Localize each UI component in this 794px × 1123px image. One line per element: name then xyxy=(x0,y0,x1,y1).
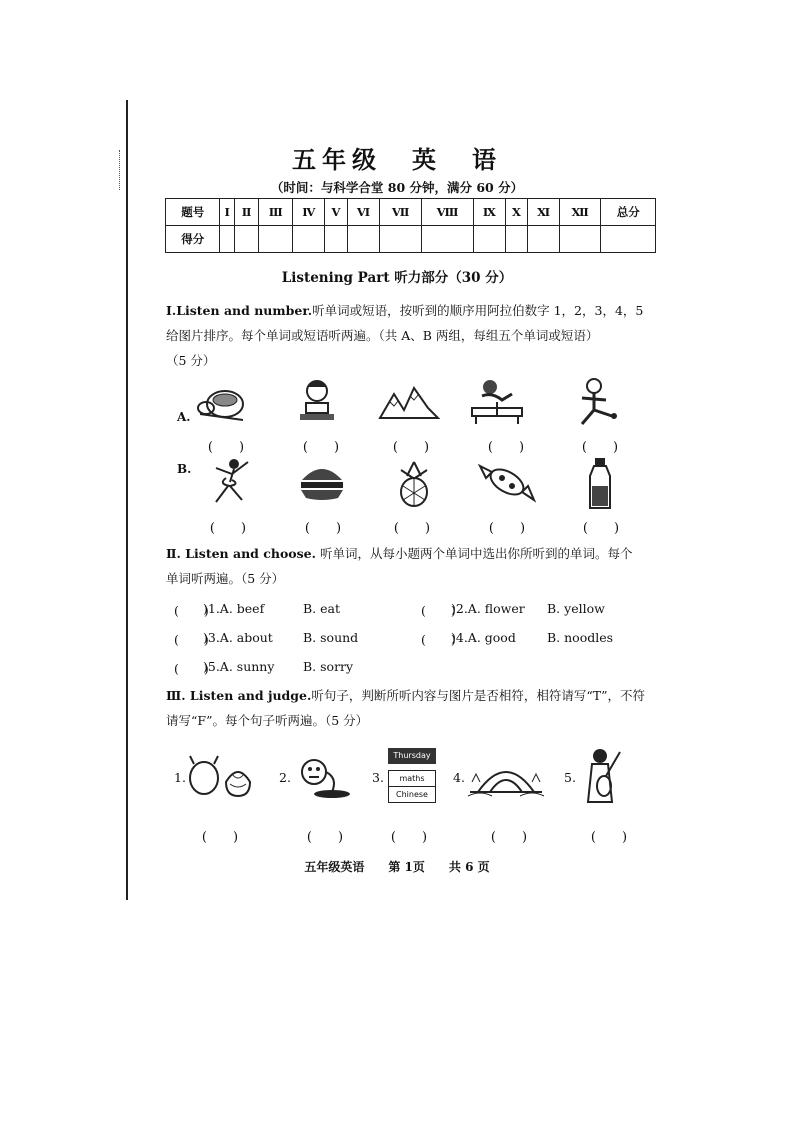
q3-number-1: 1. xyxy=(174,770,186,785)
score-header-cell: 题号 xyxy=(166,199,220,226)
q1-a-blank-5[interactable]: ( ) xyxy=(581,440,619,455)
q3-line2: 请写“F”。每个句子听两遍。（5 分） xyxy=(166,713,369,728)
score-table-header-row xyxy=(166,199,656,226)
ping-pong-icon xyxy=(468,378,518,424)
score-cell[interactable] xyxy=(293,226,325,253)
score-row-label: 得分 xyxy=(166,226,220,253)
kung-fu-icon xyxy=(572,376,622,422)
q3-blank-1[interactable]: ( ) xyxy=(201,830,239,845)
page-footer: 五年级英语 第 1页 共 6 页 xyxy=(304,860,490,874)
listening-section-title: Listening Part 听力部分（30 分） xyxy=(281,270,513,286)
q3-number-5: 5. xyxy=(564,770,576,785)
score-cell[interactable] xyxy=(259,226,293,253)
score-cell[interactable] xyxy=(422,226,474,253)
q2-item5-option-b: B. sorry xyxy=(303,659,354,674)
q2-item5-option-a: )5.A. sunny xyxy=(203,659,275,674)
fish-plate-icon xyxy=(292,752,352,798)
q1-a-blank-2[interactable]: ( ) xyxy=(302,440,340,455)
q2-line1: Ⅱ. Listen and choose. 听单词，从每小题两个单词中选出你所听到的单词。每个 xyxy=(166,546,633,561)
score-header-cell: Ⅳ xyxy=(293,199,325,226)
q3-blank-3[interactable]: ( ) xyxy=(390,830,428,845)
score-header-cell: 总分 xyxy=(601,199,656,226)
q2-item3-blank[interactable]: ( ) xyxy=(174,632,209,647)
score-cell[interactable] xyxy=(601,226,656,253)
timetable-day: Thursday xyxy=(388,748,436,764)
score-header-cell: Ⅶ xyxy=(380,199,422,226)
score-header-cell: Ⅵ xyxy=(347,199,379,226)
score-header-cell: Ⅻ xyxy=(559,199,600,226)
score-table-score-row xyxy=(166,226,656,253)
q2-item3-option-a: )3.A. about xyxy=(203,630,273,645)
q3-number-4: 4. xyxy=(453,770,465,785)
mountains-icon xyxy=(378,384,428,430)
q1-a-blank-3[interactable]: ( ) xyxy=(392,440,430,455)
q1-b-blank-2[interactable]: ( ) xyxy=(304,521,342,536)
q2-head: Ⅱ. Listen and choose. xyxy=(166,546,316,561)
q1-a-blank-4[interactable]: ( ) xyxy=(487,440,525,455)
score-cell[interactable] xyxy=(505,226,528,253)
q3-blank-5[interactable]: ( ) xyxy=(590,830,628,845)
q3-head: Ⅲ. Listen and judge. xyxy=(166,688,312,703)
q3-line1: Ⅲ. Listen and judge.听句子，判断所听内容与图片是否相符，相符请写“T”，不符 xyxy=(166,688,645,703)
q2-item1-option-b: B. eat xyxy=(303,601,341,616)
q1-b-blank-4[interactable]: ( ) xyxy=(488,521,526,536)
q1-line3: （5 分） xyxy=(166,353,216,368)
q1-row-b-label: B. xyxy=(177,462,192,476)
q1-b-blank-3[interactable]: ( ) xyxy=(393,521,431,536)
q2-item2-blank[interactable]: ( ) xyxy=(421,603,456,618)
score-header-cell: Ⅸ xyxy=(474,199,506,226)
ballet-dancer-icon xyxy=(196,456,246,502)
q2-line2: 单词听两遍。（5 分） xyxy=(166,571,285,586)
q1-line1: Ⅰ.Listen and number.听单词或短语，按听到的顺序用阿拉伯数字 1，2，3，4，5 xyxy=(166,303,644,318)
timetable-row-2: Chinese xyxy=(388,787,436,803)
q1-row-a-label: A. xyxy=(177,410,191,424)
q1-b-blank-1[interactable]: ( ) xyxy=(209,521,247,536)
score-cell[interactable] xyxy=(380,226,422,253)
bottle-icon xyxy=(580,456,630,502)
score-header-cell: Ⅷ xyxy=(422,199,474,226)
candy-icon xyxy=(476,458,526,504)
q2-item1-option-a: )1.A. beef xyxy=(203,601,265,616)
page-subtitle: （时间：与科学合堂 80 分钟，满分 60 分） xyxy=(270,180,524,195)
chicken-cabbage-icon xyxy=(186,752,254,798)
score-header-cell: Ⅰ xyxy=(220,199,235,226)
q2-item4-blank[interactable]: ( ) xyxy=(421,632,456,647)
q2-instructions xyxy=(166,541,666,591)
q3-number-3: 3. xyxy=(372,770,384,785)
score-header-cell: Ⅱ xyxy=(234,199,258,226)
q3-number-2: 2. xyxy=(279,770,291,785)
score-cell[interactable] xyxy=(220,226,235,253)
score-cell[interactable] xyxy=(528,226,560,253)
q2-item3-option-b: B. sound xyxy=(303,630,359,645)
score-table xyxy=(165,198,656,253)
q1-instructions xyxy=(166,298,666,373)
q2-item4-option-b: B. noodles xyxy=(547,630,614,645)
q3-instructions xyxy=(166,683,666,733)
q1-a-blank-1[interactable]: ( ) xyxy=(207,440,245,455)
q2-item5-blank[interactable]: ( ) xyxy=(174,661,209,676)
binding-line xyxy=(126,100,128,900)
score-cell[interactable] xyxy=(474,226,506,253)
timetable-icon xyxy=(388,748,436,814)
score-cell[interactable] xyxy=(234,226,258,253)
pineapple-icon xyxy=(393,460,443,506)
q2-item2-option-b: B. yellow xyxy=(547,601,605,616)
q1-head: Ⅰ.Listen and number. xyxy=(166,303,313,318)
score-header-cell: Ⅲ xyxy=(259,199,293,226)
q1-line2: 给图片排序。每个单词或短语听两遍。（共 A、B 两组，每组五个单词或短语） xyxy=(166,328,599,343)
bridge-icon xyxy=(466,752,546,798)
q2-item2-option-a: )2.A. flower xyxy=(451,601,525,616)
page-title: 五年级 英 语 xyxy=(292,145,502,174)
q2-item1-blank[interactable]: ( ) xyxy=(174,603,209,618)
timetable-row-1: maths xyxy=(388,770,436,787)
rice-bowl-icon xyxy=(195,380,245,426)
boy-reading-icon xyxy=(292,376,342,422)
pipa-player-icon xyxy=(580,746,624,806)
q3-blank-4[interactable]: ( ) xyxy=(490,830,528,845)
q2-item4-option-a: )4.A. good xyxy=(451,630,516,645)
score-header-cell: Ⅹ xyxy=(505,199,528,226)
q3-blank-2[interactable]: ( ) xyxy=(306,830,344,845)
score-cell[interactable] xyxy=(559,226,600,253)
hamburger-icon xyxy=(298,462,348,508)
q1-b-blank-5[interactable]: ( ) xyxy=(582,521,620,536)
score-cell[interactable] xyxy=(325,226,348,253)
score-header-cell: Ⅺ xyxy=(528,199,560,226)
score-header-cell: Ⅴ xyxy=(325,199,348,226)
score-cell[interactable] xyxy=(347,226,379,253)
